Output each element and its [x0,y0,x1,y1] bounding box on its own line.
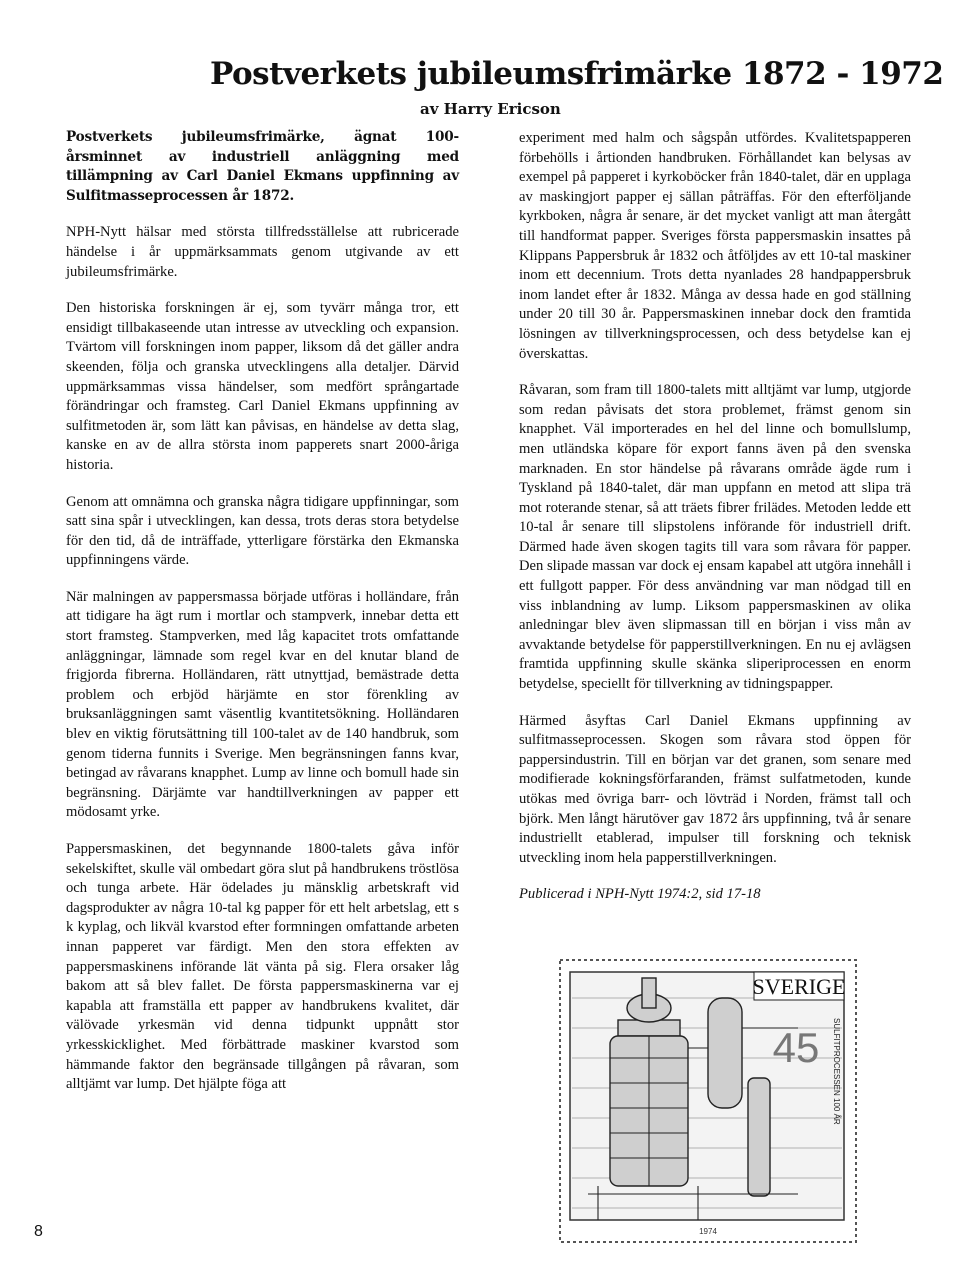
body-paragraph: Härmed åsyftas Carl Daniel Ekmans uppfinning av sulfitmasseprocessen. Skogen som råvara stod öppen för pappersindustrin. Till en början var det granen, som senare med modifierade kokningsförfaranden, främst sulfatmetoden, kunde utökas med övriga barr- och lövträd i Norden, främst tall och björk. Men långt härutöver gav 1872 års uppfinning, två år senare industriellt etablerad, impulser till forskning och teknisk utveckling inom hela papperstillverkningen. [519,712,911,866]
stamp-country: SVERIGE [752,974,846,999]
lead-paragraph: Postverkets jubileumsfrimärke, ägnat 100-årsminnet av industriell anläggning med tillämpning av Carl Daniel Ekmans uppfinning av Sulfitmasseprocessen år 1872. [66,129,459,204]
body-paragraph: Den historiska forskningen är ej, som tyvärr många tror, ett ensidigt tillbakaseende utan intresse av utveckling och expansion. Tvärtom vill forskningen inom papper, liksom då det gäller andra skeenden, följa och granska utvecklingens alla detaljer. Därvid uppmärksammas vissa händelser, som medfört språngartade förändringar och framsteg. Carl Daniel Ekmans uppfinning av sulfitmetoden är, som lätt kan påvisas, en händelse av detta slag, kanske en av de allra största inom papperets snart 2000-åriga historia. [66,300,459,473]
body-paragraph: Råvaran, som fram till 1800-talets mitt alltjämt var lump, utgjorde som redan påvisats det stora problemet, främst genom sin knapphet. Väl importerades en hel del linne och bomullslump, men utländska köpare för export fanns även på den svenska marknaden. En stor händelse på råvarans område ägde rum i Tyskland på 1840-talet, där man uppfann en metod att slipa trä mot roterande stenar, så att träets fibrer frilädes. Metoden ledde ett 10-tal år senare till slipstolens införande för industriell drift. Därmed hade även skogen tagits till vara som råvara för papper. Den slipade massan var dock ej ensam kapabel att utgöra innehåll i ett fullgott papper. För dess användning var man nödgad till en viss inblandning av lump. Liksom pappersmaskinen av olika anledningar blev även slipmassan till en början i viss mån av avvaktande betydelse för papperstillverkningen. En nu ej avlägsen framtida uppfinning skulle skänka sliperiprocessen en enorm betydelse, speciellt för tillverkning av tidningspapper. [519,382,911,693]
body-paragraph: När malningen av pappersmassa började utföras i holländare, från att tidigare ha ägt rum i mortlar och stampverk, innebar detta ett stort framsteg. Stampverken, med låg kapacitet trots omfattande anläggningar, lämnade som regel kvar en del knutar bland de frigjorda fibrerna. Holländaren, rätt utnyttjad, bemästrade detta problem och erbjöd härjämte en stor förenkling av bruksanläggningen samt väsentlig kvantitetsökning. Holländaren blev en viktig förutsättning till 100-talet av de 140 handbruk, som genom tiderna funnits i Sverige. Men begränsningen fanns kvar, betingad av råvarans knapphet. Lump av linne och bomull hade sin begränsning. Därjämte var handtillverkningen av papper ett mödosamt yrke. [66,588,459,821]
left-column [66,128,459,1112]
right-column [519,129,911,922]
postage-stamp-image [558,958,858,1244]
author-byline: av Harry Ericson [420,100,561,118]
publication-source: Publicerad i NPH-Nytt 1974:2, sid 17-18 [519,886,761,903]
body-paragraph: Genom att omnämna och granska några tidigare uppfinningar, som satt sina spår i utvecklingen, kan dessa, trots deras stora betydelse för den tid, då de inträffade, ytterligare förstärka den Ekmanska uppfinningens värde. [66,493,459,569]
stamp-illustration [558,958,858,1244]
stamp-year: 1974 [699,1227,717,1236]
body-paragraph: Pappersmaskinen, det begynnande 1800-talets gåva inför sekelskiftet, skulle väl ombedart göra slut på handbrukens tröstlösa och tunga arbete. Här ödelades ju mänsklig arbetskraft vid dagsprodukter av några 10-tal kg papper för ett helt arbetslag, ett s k kyplag, och likväl kvarstod efter formningen omfattande arbeten innan papperet var färdigt. Men den stora effekten av pappersmaskinens införande lät vänta på sig. Flera orsaker låg bakom att så blev fallet. De första pappersmaskinerna var ej kapabla att framställa ett papper av handbrukens kvalitet, där välövade yrkesmän vid denna tidpunkt uppnått stor yrkesskicklighet. Med förbättrade maskiner kvarstod som hämmande faktor den begränsade tillgången på råvaran, som alltjämt var lump. Det hjälpte föga att [66,841,459,1093]
page-title: Postverkets jubileumsfrimärke 1872 - 1972 [210,56,944,92]
stamp-value: 45 [772,1024,820,1071]
page-number: 8 [34,1223,43,1240]
stamp-side-text: SULFITPROCESSEN 100 ÅR [832,1018,841,1125]
body-paragraph: NPH-Nytt hälsar med största tillfredsställelse att rubricerade händelse i år uppmärksammats genom utgivande av ett jubileumsfrimärke. [66,224,459,280]
body-paragraph: experiment med halm och sågspån utfördes. Kvalitetspapperen förbehölls i årtionden handbruken. Förhållandet kan belysas av exempel på papperet i kyrkoböcker från 1840-talet, där en upplaga av maskingjort papper ej sällan påträffas. För den efterföljande kyrkboken, några år senare, är det mycket vanligt att man återgått till handformat papper. Sveriges första pappersmaskin insattes på Klippans Pappersbruk år 1832 och åtföljdes av ett 10-tal maskiner inom ett decennium. Trots detta nyanlades 28 handpappersbruk inom landet efter år 1832. Många av dessa hade en god ställning under 20 till 30 år. Pappersmaskinen innebar dock den framtida lösningen av tillverkningsprocessen, och dess betydelse kan ej överskattas. [519,130,911,362]
